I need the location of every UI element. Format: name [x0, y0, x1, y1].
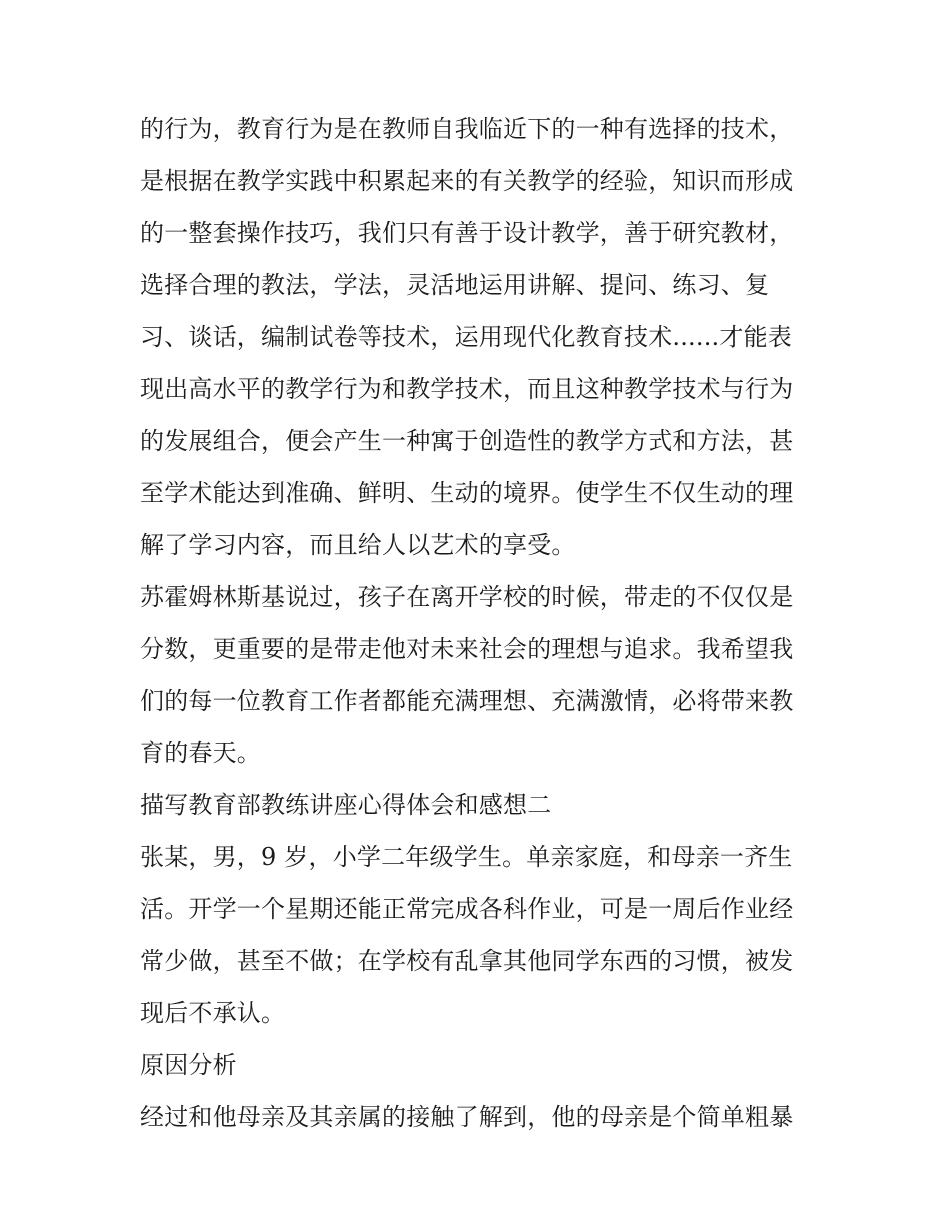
- text-line: 的一整套操作技巧，我们只有善于设计教学，善于研究教材，: [140, 219, 794, 247]
- text-line: 张某，男，9 岁，小学二年级学生。单亲家庭，和母亲一齐生: [140, 843, 793, 871]
- text-line: 选择合理的教法，学法，灵活地运用讲解、提问、练习、复: [140, 271, 770, 299]
- text-line: 是根据在教学实践中积累起来的有关教学的经验，知识而形成: [140, 167, 794, 195]
- section-heading: 描写教育部教练讲座心得体会和感想二: [140, 791, 552, 819]
- text-line: 分数，更重要的是带走他对未来社会的理想与追求。我希望我: [140, 635, 794, 663]
- text-line: 活。开学一个星期还能正常完成各科作业，可是一周后作业经: [140, 895, 794, 923]
- text-line: 解了学习内容，而且给人以艺术的享受。: [140, 531, 576, 559]
- text-line: 们的每一位教育工作者都能充满理想、充满激情，必将带来教: [140, 687, 794, 715]
- text-line: 至学术能达到准确、鲜明、生动的境界。使学生不仅生动的理: [140, 479, 794, 507]
- section-heading: 原因分析: [140, 1051, 237, 1079]
- text-line: 现后不承认。: [140, 999, 286, 1027]
- text-line: 育的春天。: [140, 739, 261, 767]
- text-line: 的发展组合，便会产生一种寓于创造性的教学方式和方法，甚: [140, 427, 794, 455]
- text-line: 的行为，教育行为是在教师自我临近下的一种有选择的技术，: [140, 115, 794, 143]
- text-line: 习、谈话，编制试卷等技术，运用现代化教育技术......才能表: [140, 323, 792, 351]
- document-body: [140, 103, 820, 1143]
- text-line: 苏霍姆林斯基说过，孩子在离开学校的时候，带走的不仅仅是: [140, 583, 794, 611]
- text-line: 常少做，甚至不做；在学校有乱拿其他同学东西的习惯，被发: [140, 947, 794, 975]
- text-line: 经过和他母亲及其亲属的接触了解到，他的母亲是个简单粗暴: [140, 1103, 794, 1131]
- text-line: 现出高水平的教学行为和教学技术，而且这种教学技术与行为: [140, 375, 794, 403]
